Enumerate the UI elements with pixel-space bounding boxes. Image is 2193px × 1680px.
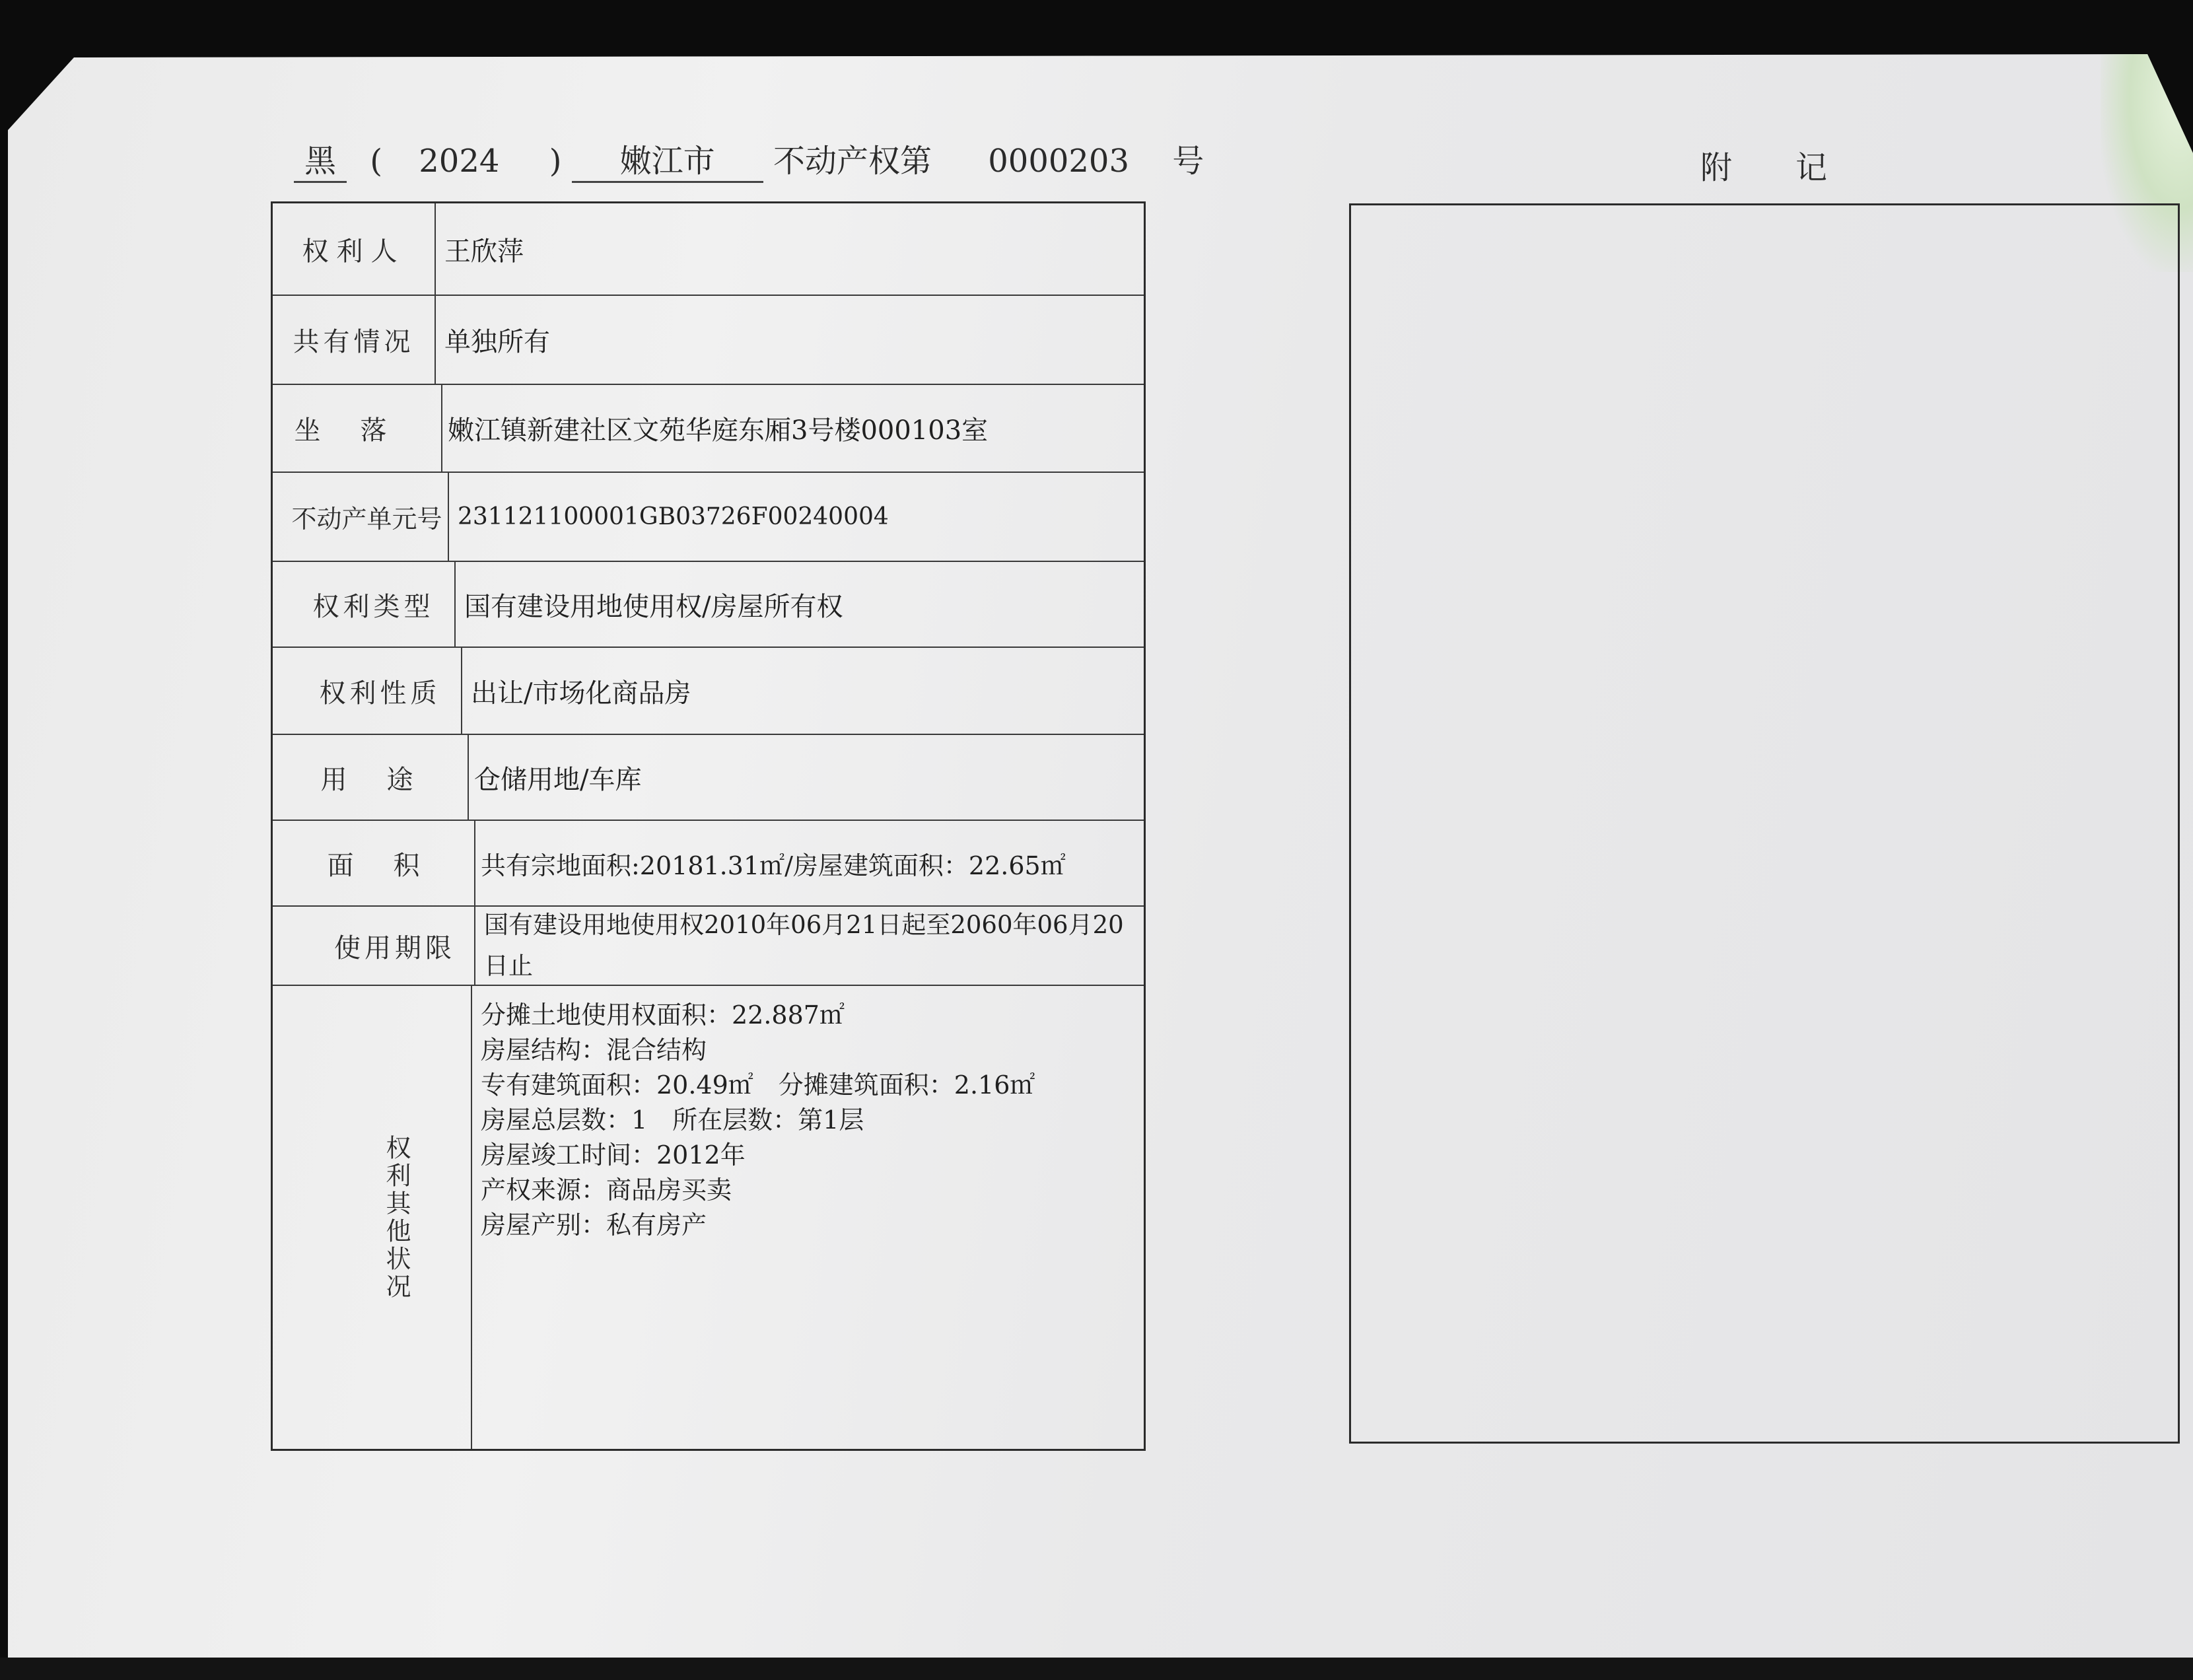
- city-name: 嫩江市: [572, 135, 763, 183]
- co-ownership-label: 共有情况: [273, 296, 436, 384]
- cert-type-label: 不动产权第: [773, 143, 932, 180]
- other-line: 房屋总层数：1 所在层数：第1层: [481, 1105, 864, 1135]
- other-line: 专有建筑面积：20.49㎡ 分摊建筑面积：2.16㎡: [481, 1070, 1035, 1100]
- other-label: 权利其他状况: [322, 986, 472, 1449]
- right-nature-value: 出让/市场化商品房: [471, 678, 691, 709]
- row-usage: [273, 735, 1144, 821]
- other-line: 产权来源：商品房买卖: [481, 1175, 732, 1205]
- paren-close: ): [549, 143, 562, 180]
- other-line: 分摊土地使用权面积：22.887㎡: [481, 1000, 845, 1030]
- paren-open: (: [370, 143, 382, 180]
- row-unit-number: [273, 473, 1144, 562]
- other-line: 房屋竣工时间：2012年: [481, 1140, 746, 1170]
- right-type-label: 权利类型: [293, 562, 456, 647]
- row-owner: [273, 203, 1144, 296]
- cert-number-suffix: 号: [1172, 143, 1204, 180]
- owner-value: 王欣萍: [444, 236, 524, 267]
- location-value: 嫩江镇新建社区文苑华庭东厢3号楼000103室: [448, 415, 989, 446]
- cert-number: 0000203: [988, 143, 1130, 180]
- other-line: 房屋结构：混合结构: [481, 1035, 707, 1065]
- location-label: 坐落: [279, 385, 442, 472]
- other-details: [481, 998, 1035, 1243]
- appendix-box: [1349, 203, 2180, 1444]
- unit-number-label: 不动产单元号: [286, 473, 449, 561]
- area-label: 面积: [312, 821, 475, 905]
- co-ownership-value: 单独所有: [444, 327, 550, 357]
- unit-number-value: 231121100001GB03726F00240004: [458, 503, 889, 530]
- row-other: [273, 986, 1144, 1449]
- usage-value: 仓储用地/车库: [474, 764, 642, 795]
- row-area: [273, 821, 1144, 907]
- other-line: 房屋产别：私有房产: [481, 1210, 707, 1240]
- right-type-value: 国有建设用地使用权/房屋所有权: [464, 591, 843, 622]
- appendix-title: 附 记: [1700, 149, 1828, 186]
- certificate-header: [294, 135, 1204, 183]
- row-right-nature: [273, 648, 1144, 735]
- province-abbr: 黑: [294, 135, 347, 183]
- usage-label: 用途: [306, 735, 469, 820]
- term-value: 国有建设用地使用权2010年06月21日起至2060年06月20日止: [484, 911, 1124, 980]
- dark-background-strip: [0, 1658, 2193, 1680]
- cert-year: 2024: [419, 143, 500, 180]
- row-co-ownership: [273, 296, 1144, 385]
- row-right-type: [273, 562, 1144, 648]
- term-label: 使用期限: [316, 907, 475, 985]
- owner-label: 权利人: [273, 203, 436, 295]
- registration-table: [271, 201, 1146, 1451]
- row-term: [273, 907, 1144, 986]
- area-value: 共有宗地面积:20181.31㎡/房屋建筑面积：22.65㎡: [481, 851, 1066, 880]
- right-nature-label: 权利性质: [299, 648, 462, 734]
- row-location: [273, 385, 1144, 473]
